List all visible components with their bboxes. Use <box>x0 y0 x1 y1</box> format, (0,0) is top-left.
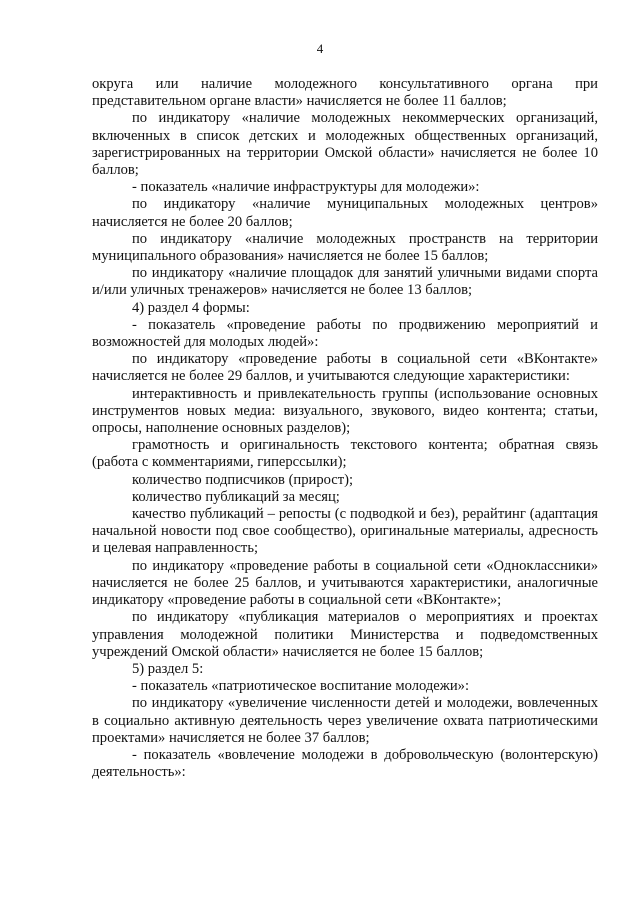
paragraph: по индикатору «публикация материалов о мероприятиях и проектах управления молодежной политики Министерства и подведомственных учреждений Омской области» начисляется не более 15 баллов; <box>92 609 598 660</box>
paragraph: по индикатору «увеличение численности детей и молодежи, вовлеченных в социально активную деятельность через увеличение охвата патриотическими проектами» начисляется не более 37 баллов; <box>92 695 598 746</box>
paragraph: по индикатору «проведение работы в социальной сети «ВКонтакте» начисляется не более 29 баллов, и учитываются следующие характеристики: <box>92 351 598 385</box>
document-body <box>92 76 598 781</box>
page-number: 4 <box>316 41 324 56</box>
paragraph: - показатель «наличие инфраструктуры для молодежи»: <box>132 179 480 196</box>
paragraph: - показатель «патриотическое воспитание молодежи»: <box>132 678 470 695</box>
paragraph: по индикатору «проведение работы в социальной сети «Одноклассники» начисляется не более 25 баллов, и учитываются характеристики, аналогичные индикатору «проведение работы в социальной сети «ВКонтакте»; <box>92 557 598 609</box>
paragraph: округа или наличие молодежного консультативного органа при представительном органе власти» начисляется не более 11 баллов; <box>92 76 598 110</box>
paragraph: интерактивность и привлекательность группы (использование основных инструментов новых медиа: визуального, звукового, видео контента; статьи, опросы, наполнение основных разделов); <box>92 385 598 437</box>
section-heading: 4) раздел 4 формы: <box>132 299 250 316</box>
paragraph: грамотность и оригинальность текстового контента; обратная связь (работа с комментариями, гиперссылки); <box>92 437 598 471</box>
paragraph: количество подписчиков (прирост); <box>132 471 354 488</box>
section-heading: 5) раздел 5: <box>132 660 204 677</box>
paragraph: по индикатору «наличие муниципальных молодежных центров» начисляется не более 20 баллов; <box>92 196 598 230</box>
paragraph: - показатель «проведение работы по продвижению мероприятий и возможностей для молодых людей»: <box>92 316 598 351</box>
paragraph: по индикатору «наличие молодежных некоммерческих организаций, включенных в список детских и молодежных общественных организаций, зарегистрированных на территории Омской области» начисляется не более 10 баллов; <box>92 110 598 179</box>
paragraph: - показатель «вовлечение молодежи в добровольческую (волонтерскую) деятельность»: <box>92 746 598 781</box>
paragraph: количество публикаций за месяц; <box>132 488 340 505</box>
paragraph: по индикатору «наличие площадок для занятий уличными видами спорта и/или уличных тренажеров» начисляется не более 13 баллов; <box>92 265 598 299</box>
paragraph: по индикатору «наличие молодежных пространств на территории муниципального образования» начисляется не более 15 баллов; <box>92 230 598 265</box>
paragraph: качество публикаций – репосты (с подводкой и без), рерайтинг (адаптация начальной новости под свое сообщество), оригинальные материалы, адресность и целевая направленность; <box>92 506 598 557</box>
